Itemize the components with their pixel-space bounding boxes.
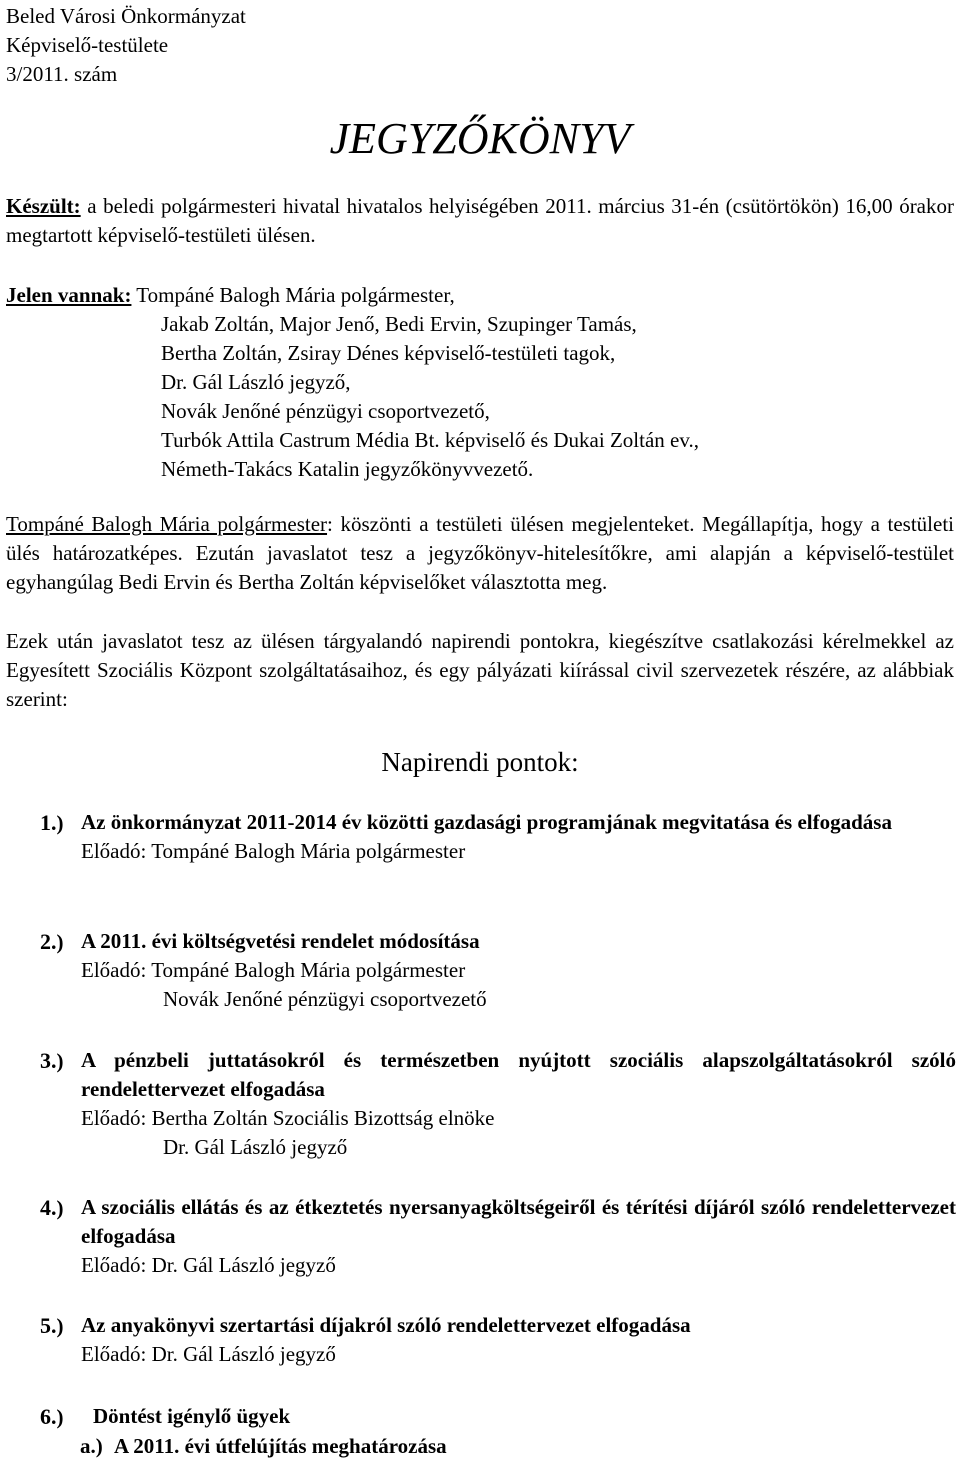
agenda-item-presenter-2: Novák Jenőné pénzügyi csoportvezető — [163, 987, 487, 1011]
agenda-item-4 — [40, 1193, 956, 1280]
agenda-item-number: 1.) — [40, 810, 64, 835]
attendee-line-0: Tompáné Balogh Mária polgármester, — [131, 283, 455, 307]
attendee-line-3: Dr. Gál László jegyző, — [161, 370, 351, 394]
agenda-item-title: Az anyakönyvi szertartási díjakról szóló rendelettervezet elfogadása — [81, 1313, 691, 1337]
agenda-item-1 — [40, 808, 956, 866]
agenda-item-title: A 2011. évi költségvetési rendelet módosítása — [81, 929, 480, 953]
header-line-2: Képviselő-testülete — [6, 33, 169, 57]
agenda-item-number: 4.) — [40, 1195, 64, 1220]
keszult-paragraph — [6, 192, 954, 250]
agenda-subitem-a — [80, 1432, 447, 1461]
agenda-item-presenter: Előadó: Tompáné Balogh Mária polgármester — [81, 839, 466, 863]
agenda-item-title: A pénzbeli juttatásokról és természetben nyújtott szociális alapszolgáltatásokról szóló rendelettervezet elfogadása — [81, 1048, 956, 1101]
agenda-item-2 — [40, 927, 956, 1014]
agenda-item-number: 5.) — [40, 1313, 64, 1338]
agenda-item-presenter: Előadó: Dr. Gál László jegyző — [81, 1342, 336, 1366]
agenda-title: Napirendi pontok: — [381, 747, 579, 777]
subitem-text: A 2011. évi útfelújítás meghatározása — [114, 1434, 447, 1458]
agenda-item-presenter: Előadó: Bertha Zoltán Szociális Bizottság elnöke — [81, 1106, 495, 1130]
agenda-item-presenter: Előadó: Dr. Gál László jegyző — [81, 1253, 336, 1277]
agenda-item-presenter-2: Dr. Gál László jegyző — [163, 1135, 348, 1159]
agenda-item-6 — [40, 1402, 956, 1431]
keszult-label: Készült: — [6, 194, 81, 218]
attendees-label: Jelen vannak: — [6, 283, 132, 307]
header-line-3: 3/2011. szám — [6, 62, 118, 86]
intro-paragraph-2: Ezek után javaslatot tesz az ülésen tárgyalandó napirendi pontokra, kiegészítve csatlakozási kérelmekkel az Egyesített Szociális Központ szolgáltatásaihoz, és egy pályázati kiírással civil szervezetek részére, az alábbiak szerint: — [6, 629, 954, 711]
header-line-1: Beled Városi Önkormányzat — [6, 4, 246, 28]
attendee-line-6: Németh-Takács Katalin jegyzőkönyvvezető. — [161, 457, 534, 481]
keszult-text: a beledi polgármesteri hivatal hivatalos helyiségében 2011. március 31-én (csütörtökön) 16,00 órakor megtartott képviselő-testületi ülésen. — [6, 194, 954, 247]
attendee-line-2: Bertha Zoltán, Zsiray Dénes képviselő-testületi tagok, — [161, 341, 616, 365]
agenda-item-3 — [40, 1046, 956, 1162]
attendees-section — [6, 281, 954, 484]
intro-paragraph-1 — [6, 510, 954, 597]
agenda-item-number: 3.) — [40, 1048, 64, 1073]
document-title: JEGYZŐKÖNYV — [329, 114, 631, 163]
agenda-item-title: Az önkormányzat 2011-2014 év közötti gazdasági programjának megvitatása és elfogadása — [81, 810, 892, 834]
attendee-line-1: Jakab Zoltán, Major Jenő, Bedi Ervin, Szupinger Tamás, — [161, 312, 637, 336]
agenda-item-number: 6.) — [40, 1404, 64, 1429]
agenda-item-number: 2.) — [40, 929, 64, 954]
intro-speaker: Tompáné Balogh Mária polgármester — [6, 512, 328, 536]
attendee-line-5: Turbók Attila Castrum Média Bt. képviselő és Dukai Zoltán ev., — [161, 428, 699, 452]
agenda-item-presenter: Előadó: Tompáné Balogh Mária polgármester — [81, 958, 466, 982]
intro-text-1: : köszönti a testületi ülésen megjelenteket. Megállapítja, hogy a testületi ülés határozatképes. Ezután javaslatot tesz a jegyzőkönyv-hitelesítőkre, ami alapján a képviselő-testület egyhangúlag Bedi Ervin és Bertha Zoltán képviselőket választotta meg. — [6, 512, 954, 594]
document-header — [6, 2, 246, 89]
agenda-item-title: A szociális ellátás és az étkeztetés nyersanyagköltségeiről és térítési díjáról szóló rendelettervezet elfogadása — [81, 1195, 956, 1248]
attendee-line-4: Novák Jenőné pénzügyi csoportvezető, — [161, 399, 490, 423]
agenda-item-5 — [40, 1311, 956, 1369]
agenda-item-title: Döntést igénylő ügyek — [93, 1404, 291, 1428]
subitem-label: a.) — [80, 1434, 103, 1458]
